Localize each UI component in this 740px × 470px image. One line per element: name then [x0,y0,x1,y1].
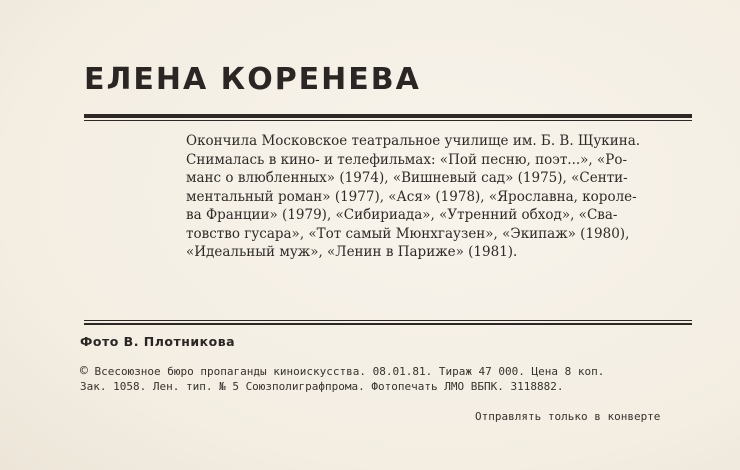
bio-line: ментальный роман» (1977), «Ася» (1978), «Ярославна, короле- [186,188,637,205]
biography-text [186,132,696,262]
photo-credit: Фото В. Плотникова [80,334,236,349]
copyright-icon: © [80,364,88,379]
bio-line: ва Франции» (1979), «Сибириада», «Утренний обход», «Сва- [186,207,618,223]
bio-line: товство гусара», «Тот самый Мюнхгаузен», «Экипаж» (1980), [186,225,630,242]
bio-line: «Идеальный муж», «Ленин в Париже» (1981). [186,244,518,260]
envelope-note: Отправлять только в конверте [475,410,661,423]
imprint-line-1 [80,364,604,379]
imprint-line-2: Зак. 1058. Лен. тип. № 5 Союзполиграфпрома. Фотопечать ЛМО ВБПК. 3118882. [80,380,564,393]
actress-name: ЕЛЕНА КОРЕНЕВА [84,62,421,97]
bio-line: Окончила Московское театральное училище им. Б. В. Щукина. [186,133,641,149]
bio-line: манс о влюбленных» (1974), «Вишневый сад» (1975), «Сенти- [186,170,628,186]
publisher-imprint [80,364,604,394]
bio-line: Снималась в кино- и телефильмах: «Пой песню, поэт...», «Ро- [186,151,628,168]
imprint-text-1: Всесоюзное бюро пропаганды киноискусства. 08.01.81. Тираж 47 000. Цена 8 коп. [94,365,605,378]
